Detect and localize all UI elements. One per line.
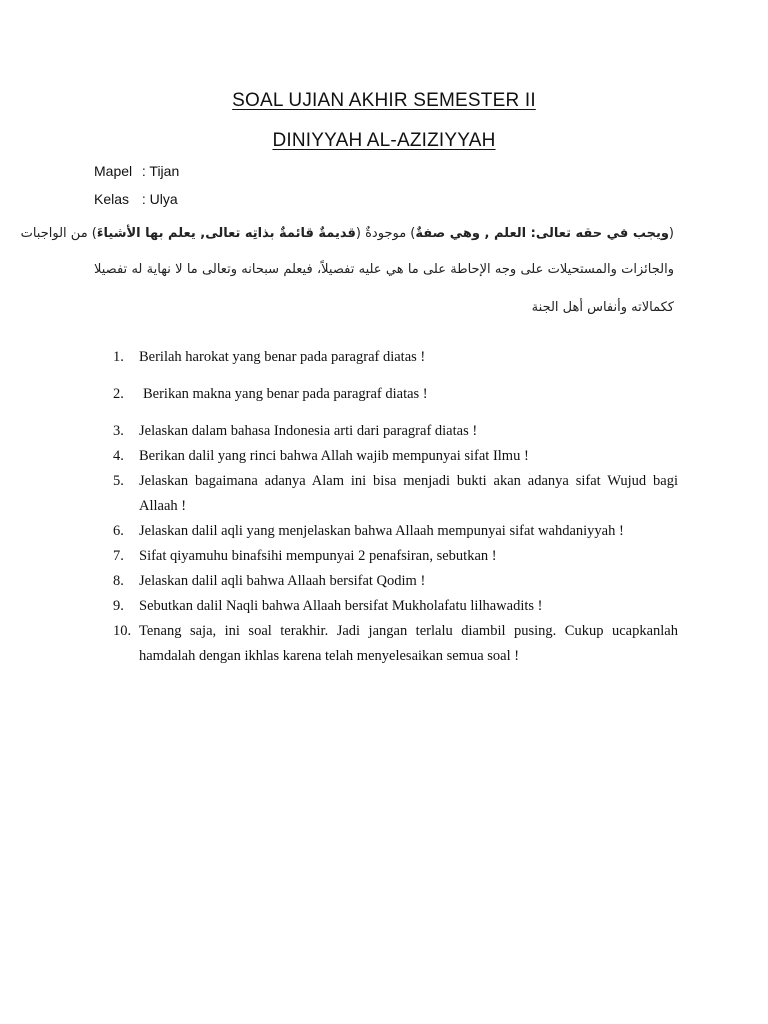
- question-item: [113, 619, 678, 669]
- arabic-bold-phrase-1: ويجب في حقه تعالى: العلم , وهي صفةٌ: [415, 226, 669, 241]
- question-item: [113, 594, 678, 619]
- subject-label: Mapel: [94, 163, 133, 179]
- subject-value: : Tijan: [141, 163, 180, 179]
- arabic-open-paren: (: [668, 226, 674, 241]
- arabic-paragraph-line-3: ككمالاته وأنفاس أهل الجنة: [531, 300, 674, 315]
- arabic-paragraph-line-1: [20, 226, 674, 241]
- question-text: Jelaskan bagaimana adanya Alam ini bisa menjadi bukti akan adanya sifat Wujud bagi Allaah !: [139, 473, 678, 514]
- question-number: 8.: [113, 573, 124, 589]
- question-item: [113, 444, 678, 469]
- question-number: 6.: [113, 523, 124, 539]
- question-item: [113, 569, 678, 594]
- question-number: 10.: [113, 623, 132, 639]
- question-number: 2.: [113, 386, 124, 402]
- arabic-bold-phrase-2: قديمةٌ قائمةٌ بذاتِه تعالى, يعلم بها الأشياءَ: [96, 226, 356, 241]
- question-text: Jelaskan dalil aqli bahwa Allaah bersifat Qodim !: [139, 573, 426, 589]
- question-number: 3.: [113, 423, 124, 439]
- question-text: Berikan dalil yang rinci bahwa Allah wajib mempunyai sifat Ilmu !: [139, 448, 529, 464]
- question-text: Jelaskan dalil aqli yang menjelaskan bahwa Allaah mempunyai sifat wahdaniyyah !: [139, 523, 624, 539]
- exam-title: SOAL UJIAN AKHIR SEMESTER II: [232, 90, 536, 111]
- question-number: 7.: [113, 548, 124, 564]
- question-number: 1.: [113, 349, 124, 365]
- question-text: Berilah harokat yang benar pada paragraf diatas !: [139, 349, 426, 365]
- question-list: [113, 345, 678, 669]
- school-name: DINIYYAH AL-AZIZIYYAH: [272, 130, 496, 151]
- question-number: 9.: [113, 598, 124, 614]
- arabic-line-end: ) من الواجبات: [20, 226, 97, 241]
- question-item: [113, 419, 678, 444]
- class-row: [94, 191, 178, 207]
- question-text: Tenang saja, ini soal terakhir. Jadi jangan terlalu diambil pusing. Cukup ucapkanlah hamdalah dengan ikhlas karena telah menyelesaikan semua soal !: [139, 623, 678, 664]
- question-item: [113, 519, 678, 544]
- question-item: [113, 469, 678, 519]
- subject-row: [94, 163, 179, 179]
- question-number: 5.: [113, 473, 124, 489]
- arabic-middle-phrase: ) موجودةٌ (: [355, 226, 416, 241]
- class-value: : Ulya: [141, 191, 178, 207]
- question-text: Sebutkan dalil Naqli bahwa Allaah bersifat Mukholafatu lilhawadits !: [139, 598, 543, 614]
- question-item: [113, 345, 678, 370]
- question-item: [113, 544, 678, 569]
- question-item: [113, 382, 678, 407]
- question-number: 4.: [113, 448, 124, 464]
- question-text: Sifat qiyamuhu binafsihi mempunyai 2 penafsiran, sebutkan !: [139, 548, 497, 564]
- class-label: Kelas: [94, 191, 130, 207]
- arabic-paragraph-line-2: والجائزات والمستحيلات على وجه الإحاطة على ما هي عليه تفصيلاً، فيعلم سبحانه وتعالى ما لا نهاية له تفصيلا: [94, 262, 674, 277]
- question-text: Berikan makna yang benar pada paragraf diatas !: [143, 386, 428, 402]
- question-text: Jelaskan dalam bahasa Indonesia arti dari paragraf diatas !: [139, 423, 478, 439]
